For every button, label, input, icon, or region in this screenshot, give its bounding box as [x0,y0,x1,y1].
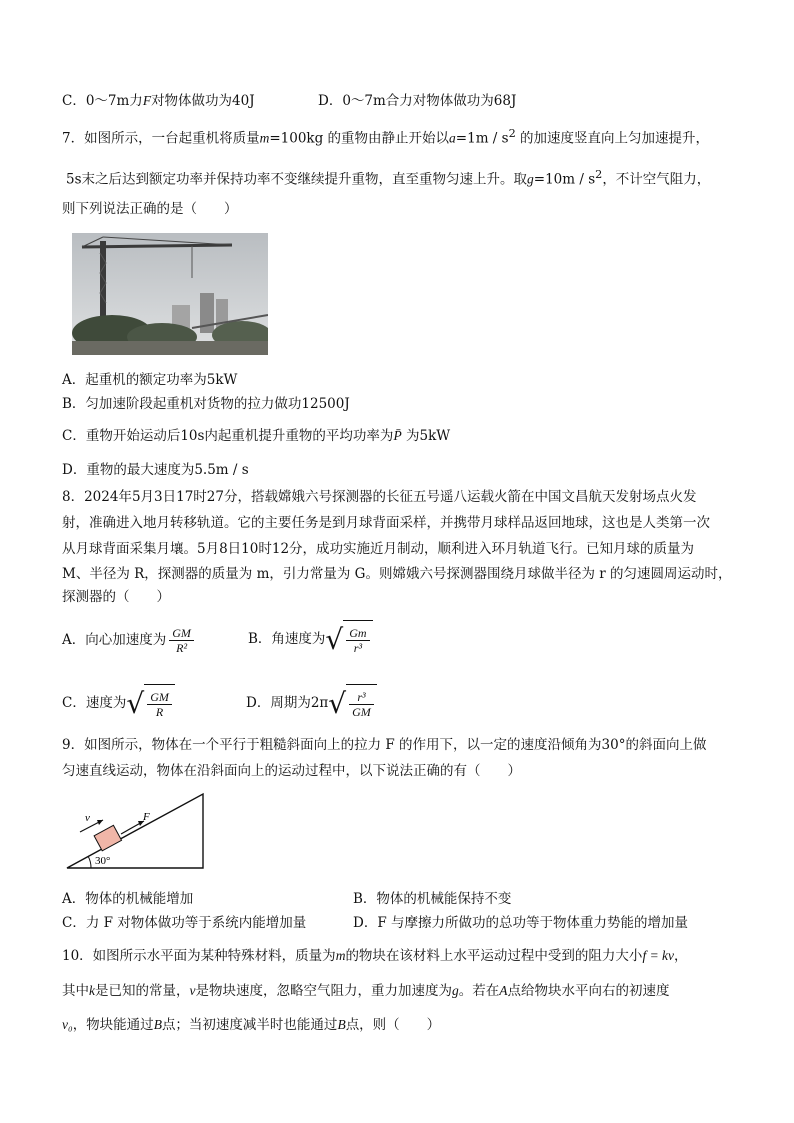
q8-option-b-den: r³ [353,641,363,655]
q8-option-c-sqrt: √ $\frac{GM}{R}$ [126,684,175,723]
q7-stem-line3: 则下列说法正确的是（ ） [62,201,238,217]
q10-stem-line3 [62,1016,440,1034]
q7-option-c-var: P̄ [393,428,402,443]
velocity-label: v [85,812,90,824]
q10-var-k: k [89,983,95,998]
q7-option-d: D．重物的最大速度为5.5m / s [62,462,249,478]
q7-stem2-c: ，不计空气阻力， [602,171,711,188]
q8-option-b-sqrt: √ $\frac{Gm}{\text{r³}}$ [325,620,372,659]
incline-diagram [65,790,205,870]
q8-stem-line5: 探测器的（ ） [62,589,170,605]
q8-option-a-num: GM [169,626,194,641]
q8-option-c-text: C．速度为 [62,695,127,711]
q10-l1-c: ， [674,948,688,964]
angle-arc [88,856,91,868]
q7-stem2: 5s末之后达到额定功率并保持功率不变继续提升重物，直至重物匀速上升。取 [66,171,528,188]
q9-stem-line2: 匀速直线运动，物体在沿斜面向上的运动过程中，以下说法正确的有（ ） [62,763,521,779]
q7-stem2-sup: 2 [595,168,603,181]
q9-option-a: A．物体的机械能增加 [62,891,194,907]
q10-var-m: m [335,948,346,963]
q10-var-A: A [499,983,508,998]
q10-var-v: v [189,983,196,998]
q8-stem-line4: M、半径为 R，探测器的质量为 m，引力常量为 G。则嫦娥六号探测器围绕月球做半径为 r 的匀速圆周运动时， [62,566,732,582]
q8-option-c-den: R [155,705,164,719]
q8-stem-line2: 射，准确进入地月转移轨道。它的主要任务是到月球背面采样，并携带月球样品返回地球，这也是人类第一次 [62,515,710,531]
q10-stem-line1 [62,947,688,965]
q9-option-d: D．F 与摩擦力所做功的总功等于物体重力势能的增加量 [353,915,688,931]
q7-var-m: m [259,130,270,146]
q10-var-v0: v₀ [62,1017,73,1032]
q7-stem1-c: =1m / s [455,130,509,147]
q10-l2-d: 。若在 [458,983,500,999]
q8-option-a-text: A．向心加速度为 [62,632,167,648]
q10-l2-a: 其中 [62,983,89,999]
q8-option-a-den: R² [176,641,188,655]
q8-stem-line1: 8．2024年5月3日17时27分，搭载嫦娥六号探测器的长征五号遥八运载火箭在中国文昌航天发射场点火发 [62,489,697,505]
q10-stem-line2 [62,982,670,1000]
q6-option-d: D．0～7m合力对物体做功为68J [318,93,517,109]
q9-option-b: B．物体的机械能保持不变 [353,891,512,907]
q10-var-f: f = kv [642,948,675,963]
q7-stem1-d: 的加速度竖直向上匀加速提升， [515,130,710,147]
q8-option-a-fraction [169,626,194,655]
q7-stem-line2 [66,166,710,189]
q8-option-c [62,684,175,723]
q10-l3-c: 点，则（ ） [345,1017,441,1033]
q10-l1-a: 10．如图所示水平面为某种特殊材料，质量为 [62,948,336,964]
crane-photo [72,233,268,355]
q7-stem1-a: 7．如图所示，一台起重机将质量 [62,130,260,147]
crane-illustration [72,233,268,355]
q10-var-g: g [452,983,459,998]
q7-option-c [62,427,450,445]
q8-option-c-num: GM [147,690,172,705]
q6-option-c-text: C．0～7m力 [62,93,143,109]
q10-l3-b: 点；当初速度减半时也能通过 [161,1017,338,1033]
q10-var-B: B [153,1017,162,1032]
q10-var-B2: B [337,1017,346,1032]
force-label: F [143,811,150,823]
q8-option-b [248,620,373,659]
q7-option-b: B．匀加速阶段起重机对货物的拉力做功12500J [62,396,350,412]
q8-option-d [246,684,377,723]
q6-option-c-rest: 对物体做功为40J [151,93,255,109]
q7-stem1-sup: 2 [508,127,516,140]
incline-block [94,825,121,850]
q7-option-c-text: C．重物开始运动后10s内起重机提升重物的平均功率为 [62,428,394,444]
q8-option-d-text: D．周期为2π [246,695,329,711]
q7-option-c-tail: 为5kW [401,428,451,444]
q8-option-a [62,623,197,657]
q9-stem-line1: 9．如图所示，物体在一个平行于粗糙斜面向上的拉力 F 的作用下，以一定的速度沿倾角为30°的斜面向上做 [62,737,707,753]
q7-var-a: a [449,130,456,146]
q7-option-a: A．起重机的额定功率为5kW [62,372,238,388]
q8-option-d-num: r³ [349,690,374,705]
q9-option-c: C．力 F 对物体做功等于系统内能增加量 [62,915,307,931]
q8-option-d-den: GM [352,705,371,719]
q10-l3-a: ，物块能通过 [72,1017,154,1033]
q6-option-c [62,92,255,110]
q7-stem1-b: =100kg 的重物由静止开始以 [269,130,450,147]
q10-l1-b: 的物块在该材料上水平运动过程中受到的阻力大小 [345,948,643,964]
q8-option-b-text: B．角速度为 [248,631,326,647]
q7-var-g: g [527,171,534,187]
q7-stem-line1 [62,125,709,148]
q8-option-d-sqrt: √ $\frac{\text{r³}}{GM}$ [328,684,377,723]
q6-option-c-var: F [142,93,152,108]
q10-l2-e: 点给物块水平向右的初速度 [507,983,670,999]
angle-label: 30° [95,855,111,867]
q10-l2-b: 是已知的常量， [95,983,190,999]
q10-l2-c: 是物块速度，忽略空气阻力，重力加速度为 [195,983,452,999]
incline-triangle [67,794,203,868]
q7-stem2-b: =10m / s [533,171,596,188]
q8-option-b-num: Gm [346,626,369,641]
q8-stem-line3: 从月球背面采集月壤。5月8日10时12分，成功实施近月制动，顺利进入环月轨道飞行。已知月球的质量为 [62,541,695,557]
